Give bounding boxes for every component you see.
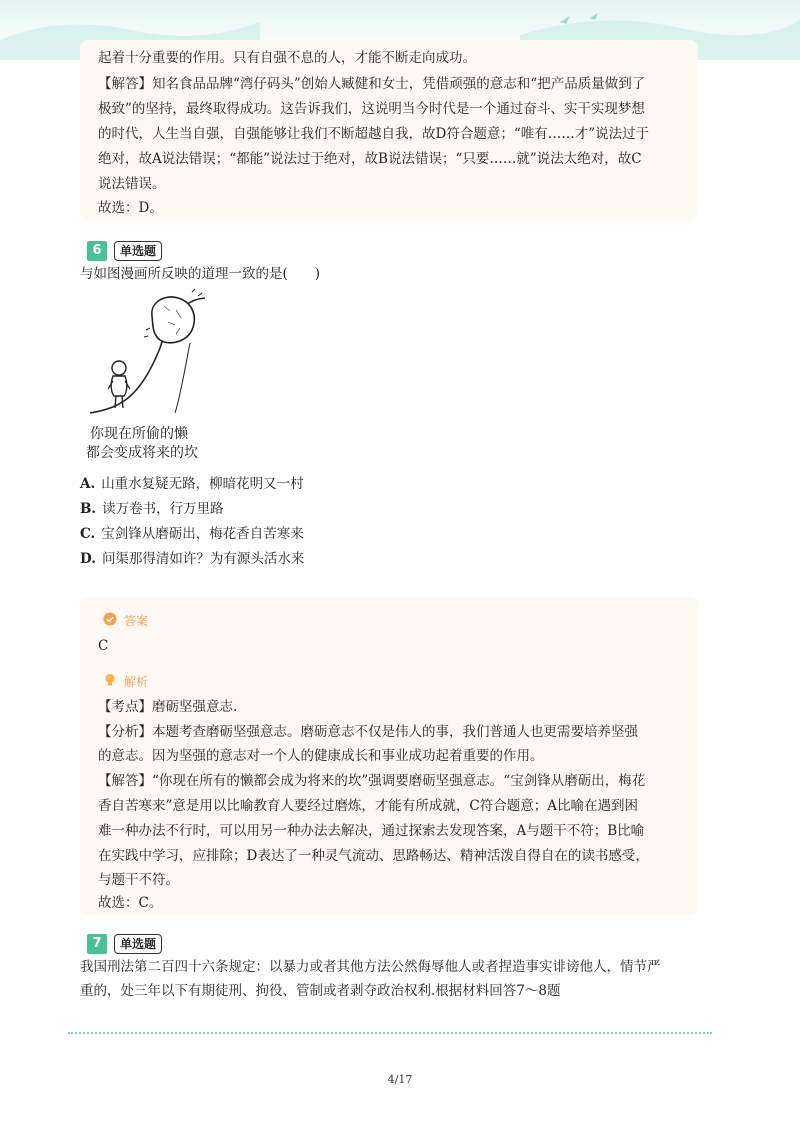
option-letter: A. <box>80 476 96 492</box>
question-number: 7 <box>87 934 107 954</box>
question-stem: 与如图漫画所反映的道理一致的是( ) <box>80 266 321 282</box>
question-type-tag: 单选题 <box>114 934 162 954</box>
question-number: 6 <box>87 241 107 261</box>
analysis-line: 难一种办法不行时，可以用另一种办法去解决，通过探索去发现答案，A与题干不符；B比喻 <box>98 823 645 839</box>
analysis-line: 【分析】本题考查磨砺坚强意志。磨砺意志不仅是伟人的事，我们普通人也更需要培养坚强 <box>98 724 638 740</box>
option-a[interactable] <box>80 474 304 494</box>
prev-analysis-line: 绝对，故A说法错误；“都能”说法过于绝对，故B说法错误；“只要……就”说法太绝对，故C <box>98 151 642 167</box>
option-c[interactable] <box>80 524 304 544</box>
question-stem: 重的，处三年以下有期徒刑、拘役、管制或者剥夺政治权利.根据材料回答7～8题 <box>80 983 561 999</box>
lightbulb-icon <box>103 673 117 687</box>
answer-label: 答案 <box>124 614 149 628</box>
option-text: 山重水复疑无路，柳暗花明又一村 <box>101 476 304 492</box>
option-letter: B. <box>80 501 97 517</box>
analysis-line: 的意志。因为坚强的意志对一个人的健康成长和事业成功起着重要的作用。 <box>98 748 544 764</box>
option-text: 问渠那得清如许？为有源头活水来 <box>101 551 305 567</box>
prev-analysis-line: 起着十分重要的作用。只有自强不息的人，才能不断走向成功。 <box>98 50 476 66</box>
cartoon-illustration <box>80 288 210 418</box>
prev-analysis-line: 【解答】知名食品品牌“湾仔码头”创始人臧健和女士，凭借顽强的意志和“把产品质量做到了 <box>98 76 646 92</box>
analysis-label: 解析 <box>124 675 149 689</box>
prev-analysis-line: 故选：D。 <box>98 200 163 216</box>
option-d[interactable] <box>80 549 304 569</box>
option-letter: C. <box>80 526 96 542</box>
option-b[interactable] <box>80 499 224 519</box>
option-letter: D. <box>80 551 96 567</box>
option-text: 读万卷书，行万里路 <box>102 501 224 517</box>
check-badge-icon <box>103 612 117 626</box>
cartoon-caption: 都会变成将来的坎 <box>86 445 198 461</box>
analysis-line: 与题干不符。 <box>98 872 179 888</box>
answer-value: C <box>98 638 109 654</box>
analysis-line: 【考点】磨砺坚强意志. <box>98 699 238 715</box>
analysis-line: 【解答】“你现在所有的懒都会成为将来的坎”强调要磨砺坚强意志。“宝剑锋从磨砺出，梅花 <box>98 773 646 789</box>
question-type-tag: 单选题 <box>114 241 162 261</box>
question-stem: 我国刑法第二百四十六条规定：以暴力或者其他方法公然侮辱他人或者捏造事实诽谤他人，情节严 <box>80 959 661 975</box>
cartoon-caption: 你现在所偷的懒 <box>90 426 188 442</box>
option-text: 宝剑锋从磨砺出，梅花香自苦寒来 <box>101 526 304 542</box>
analysis-line: 香自苦寒来”意是用以比喻教育人要经过磨炼，才能有所成就，C符合题意；A比喻在遇到困 <box>98 798 638 814</box>
prev-analysis-line: 的时代，人生当自强，自强能够让我们不断超越自我，故D符合题意；“唯有……才”说法过于 <box>98 126 650 142</box>
analysis-line: 故选：C。 <box>98 895 163 911</box>
prev-analysis-line: 极致”的坚持，最终取得成功。这告诉我们，这说明当今时代是一个通过奋斗、实干实现梦想 <box>98 101 645 117</box>
section-divider <box>68 1032 712 1034</box>
page-number: 4/17 <box>387 1073 413 1086</box>
analysis-line: 在实践中学习，应排除；D表达了一种灵气流动、思路畅达、精神活泼自得自在的读书感受， <box>98 848 649 864</box>
prev-analysis-line: 说法错误。 <box>98 176 166 192</box>
